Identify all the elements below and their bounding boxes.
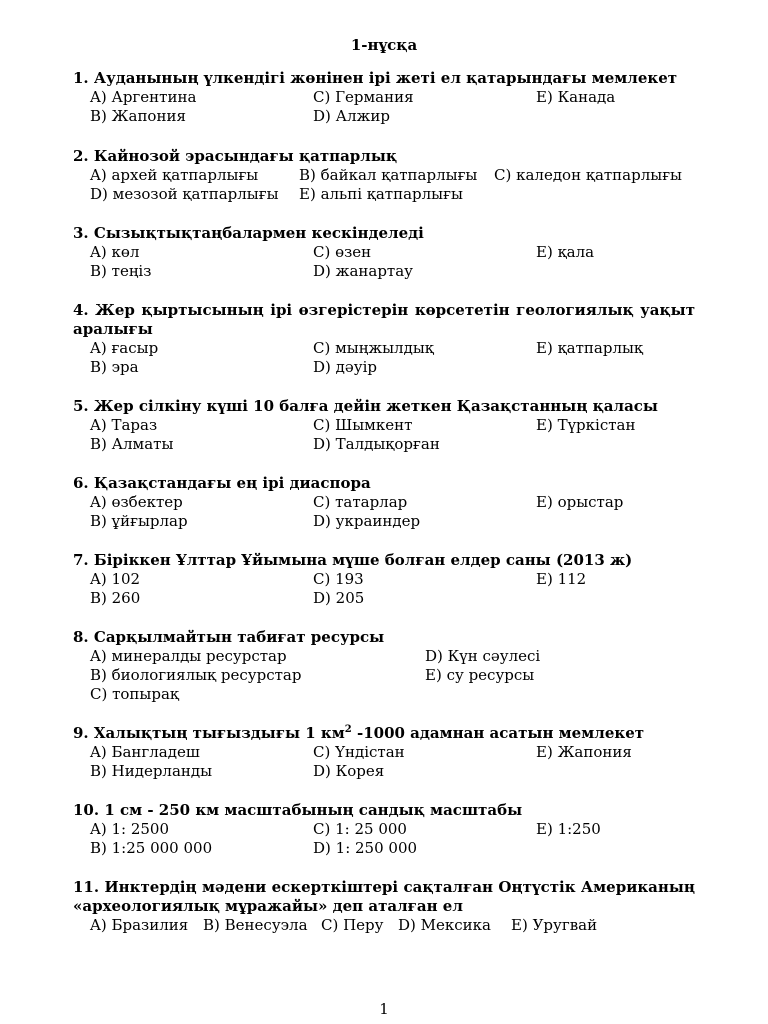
question-5	[73, 397, 695, 454]
option: D) 205	[313, 589, 365, 607]
option: C) 193	[313, 570, 364, 588]
options-row	[73, 339, 695, 358]
question-text: 8. Сарқылмайтын табиғат ресурсы	[73, 628, 385, 646]
superscript: 2	[344, 724, 352, 735]
option: A) 102	[90, 570, 141, 588]
option: C) 1: 25 000	[313, 820, 407, 838]
option: D) Алжир	[313, 107, 390, 125]
option: B) 1:25 000 000	[90, 839, 213, 857]
option: D) 1: 250 000	[313, 839, 418, 857]
option: E) альпі қатпарлығы	[299, 185, 463, 203]
options-row	[73, 666, 695, 685]
options-row	[73, 262, 695, 281]
options-row	[73, 743, 695, 762]
option: A) архей қатпарлығы	[90, 166, 259, 184]
option: B) Жапония	[90, 107, 186, 125]
option: A) минералды ресурстар	[90, 647, 287, 665]
options-row	[73, 820, 695, 839]
question-9	[73, 724, 695, 781]
option: B) байкал қатпарлығы	[299, 166, 478, 184]
options-row	[73, 685, 695, 704]
question-4	[73, 301, 695, 377]
options-row	[73, 589, 695, 608]
option: B) биологиялық ресурстар	[90, 666, 302, 684]
question-2	[73, 147, 695, 204]
option: E) қала	[536, 243, 595, 261]
options-row	[73, 493, 695, 512]
options-row	[73, 435, 695, 454]
question-text: 2. Кайнозой эрасындағы қатпарлық	[73, 147, 398, 165]
option: D) Күн сәулесі	[425, 647, 541, 665]
option: C) Үндістан	[313, 743, 405, 761]
option: D) Корея	[313, 762, 385, 780]
option: E) 1:250	[536, 820, 601, 838]
question-text: 5. Жер сілкіну күші 10 балға дейін жеткен Қазақстанның қаласы	[73, 397, 658, 415]
question-text: 11. Инктердің мәдени ескерткіштері сақталған Оңтүстік Американың «археологиялық мұражайы» деп аталған ел	[73, 878, 695, 915]
option: C) Шымкент	[313, 416, 413, 434]
question-text: 6. Қазақстандағы ең ірі диаспора	[73, 474, 371, 492]
option: E) су ресурсы	[425, 666, 535, 684]
option: B) Алматы	[90, 435, 174, 453]
options-row	[73, 416, 695, 435]
option: A) ғасыр	[90, 339, 159, 357]
option: E) Түркістан	[536, 416, 636, 434]
options-row	[73, 107, 695, 126]
question-text: 1. Ауданының үлкендігі жөнінен ірі жеті ел қатарындағы мемлекет	[73, 69, 678, 87]
option: A) Аргентина	[90, 88, 197, 106]
options-row	[73, 916, 695, 935]
page-number: 1	[379, 1000, 389, 1018]
options-row	[73, 358, 695, 377]
options-row	[73, 185, 695, 204]
question-text: 4. Жер қыртысының ірі өзгерістерін көрсететін геологиялық уақыт аралығы	[73, 301, 695, 338]
question-text-part: 9. Халықтың тығыздығы 1 км	[73, 724, 345, 742]
option: C) Перу	[321, 916, 384, 934]
options-row	[73, 166, 695, 185]
option: E) Уругвай	[511, 916, 598, 934]
option: D) Талдықорған	[313, 435, 440, 453]
options-row	[73, 647, 695, 666]
page-title: 1-нұсқа	[350, 36, 418, 54]
options-row	[73, 88, 695, 107]
option: A) 1: 2500	[90, 820, 169, 838]
option: A) Тараз	[90, 416, 158, 434]
option: D) жанартау	[313, 262, 413, 280]
option: D) мезозой қатпарлығы	[90, 185, 279, 203]
option: D) Мексика	[398, 916, 491, 934]
question-text	[73, 724, 695, 743]
option: D) дәуір	[313, 358, 377, 376]
option: E) Канада	[536, 88, 616, 106]
question-text: 7. Біріккен Ұлттар Ұйымына мүше болған елдер саны (2013 ж)	[73, 551, 633, 569]
option: C) топырақ	[90, 685, 179, 703]
option: B) теңіз	[90, 262, 152, 280]
question-text: 10. 1 см - 250 км масштабының сандық масштабы	[73, 801, 523, 819]
options-row	[73, 839, 695, 858]
options-row	[73, 762, 695, 781]
question-6	[73, 474, 695, 531]
option: E) орыстар	[536, 493, 624, 511]
option: E) қатпарлық	[536, 339, 643, 357]
question-10	[73, 801, 695, 858]
question-11	[73, 878, 695, 935]
options-row	[73, 570, 695, 589]
option: B) ұйғырлар	[90, 512, 188, 530]
option: B) 260	[90, 589, 141, 607]
question-1	[73, 69, 695, 126]
option: A) Бразилия	[90, 916, 189, 934]
question-8	[73, 628, 695, 704]
option: D) украиндер	[313, 512, 421, 530]
options-row	[73, 243, 695, 262]
option: B) эра	[90, 358, 139, 376]
option: C) мыңжылдық	[313, 339, 434, 357]
question-3	[73, 224, 695, 281]
option: B) Венесуэла	[203, 916, 308, 934]
option: A) өзбектер	[90, 493, 183, 511]
option: B) Нидерланды	[90, 762, 213, 780]
option: C) Германия	[313, 88, 414, 106]
options-row	[73, 512, 695, 531]
question-7	[73, 551, 695, 608]
option: E) 112	[536, 570, 587, 588]
option: E) Жапония	[536, 743, 632, 761]
option: A) Бангладеш	[90, 743, 200, 761]
option: C) өзен	[313, 243, 372, 261]
question-text-part: -1000 адамнан асатын мемлекет	[351, 724, 645, 742]
question-text: 3. Сызықтықтаңбалармен кескінделеді	[73, 224, 424, 242]
option: C) татарлар	[313, 493, 408, 511]
option: C) каледон қатпарлығы	[494, 166, 682, 184]
option: A) көл	[90, 243, 140, 261]
